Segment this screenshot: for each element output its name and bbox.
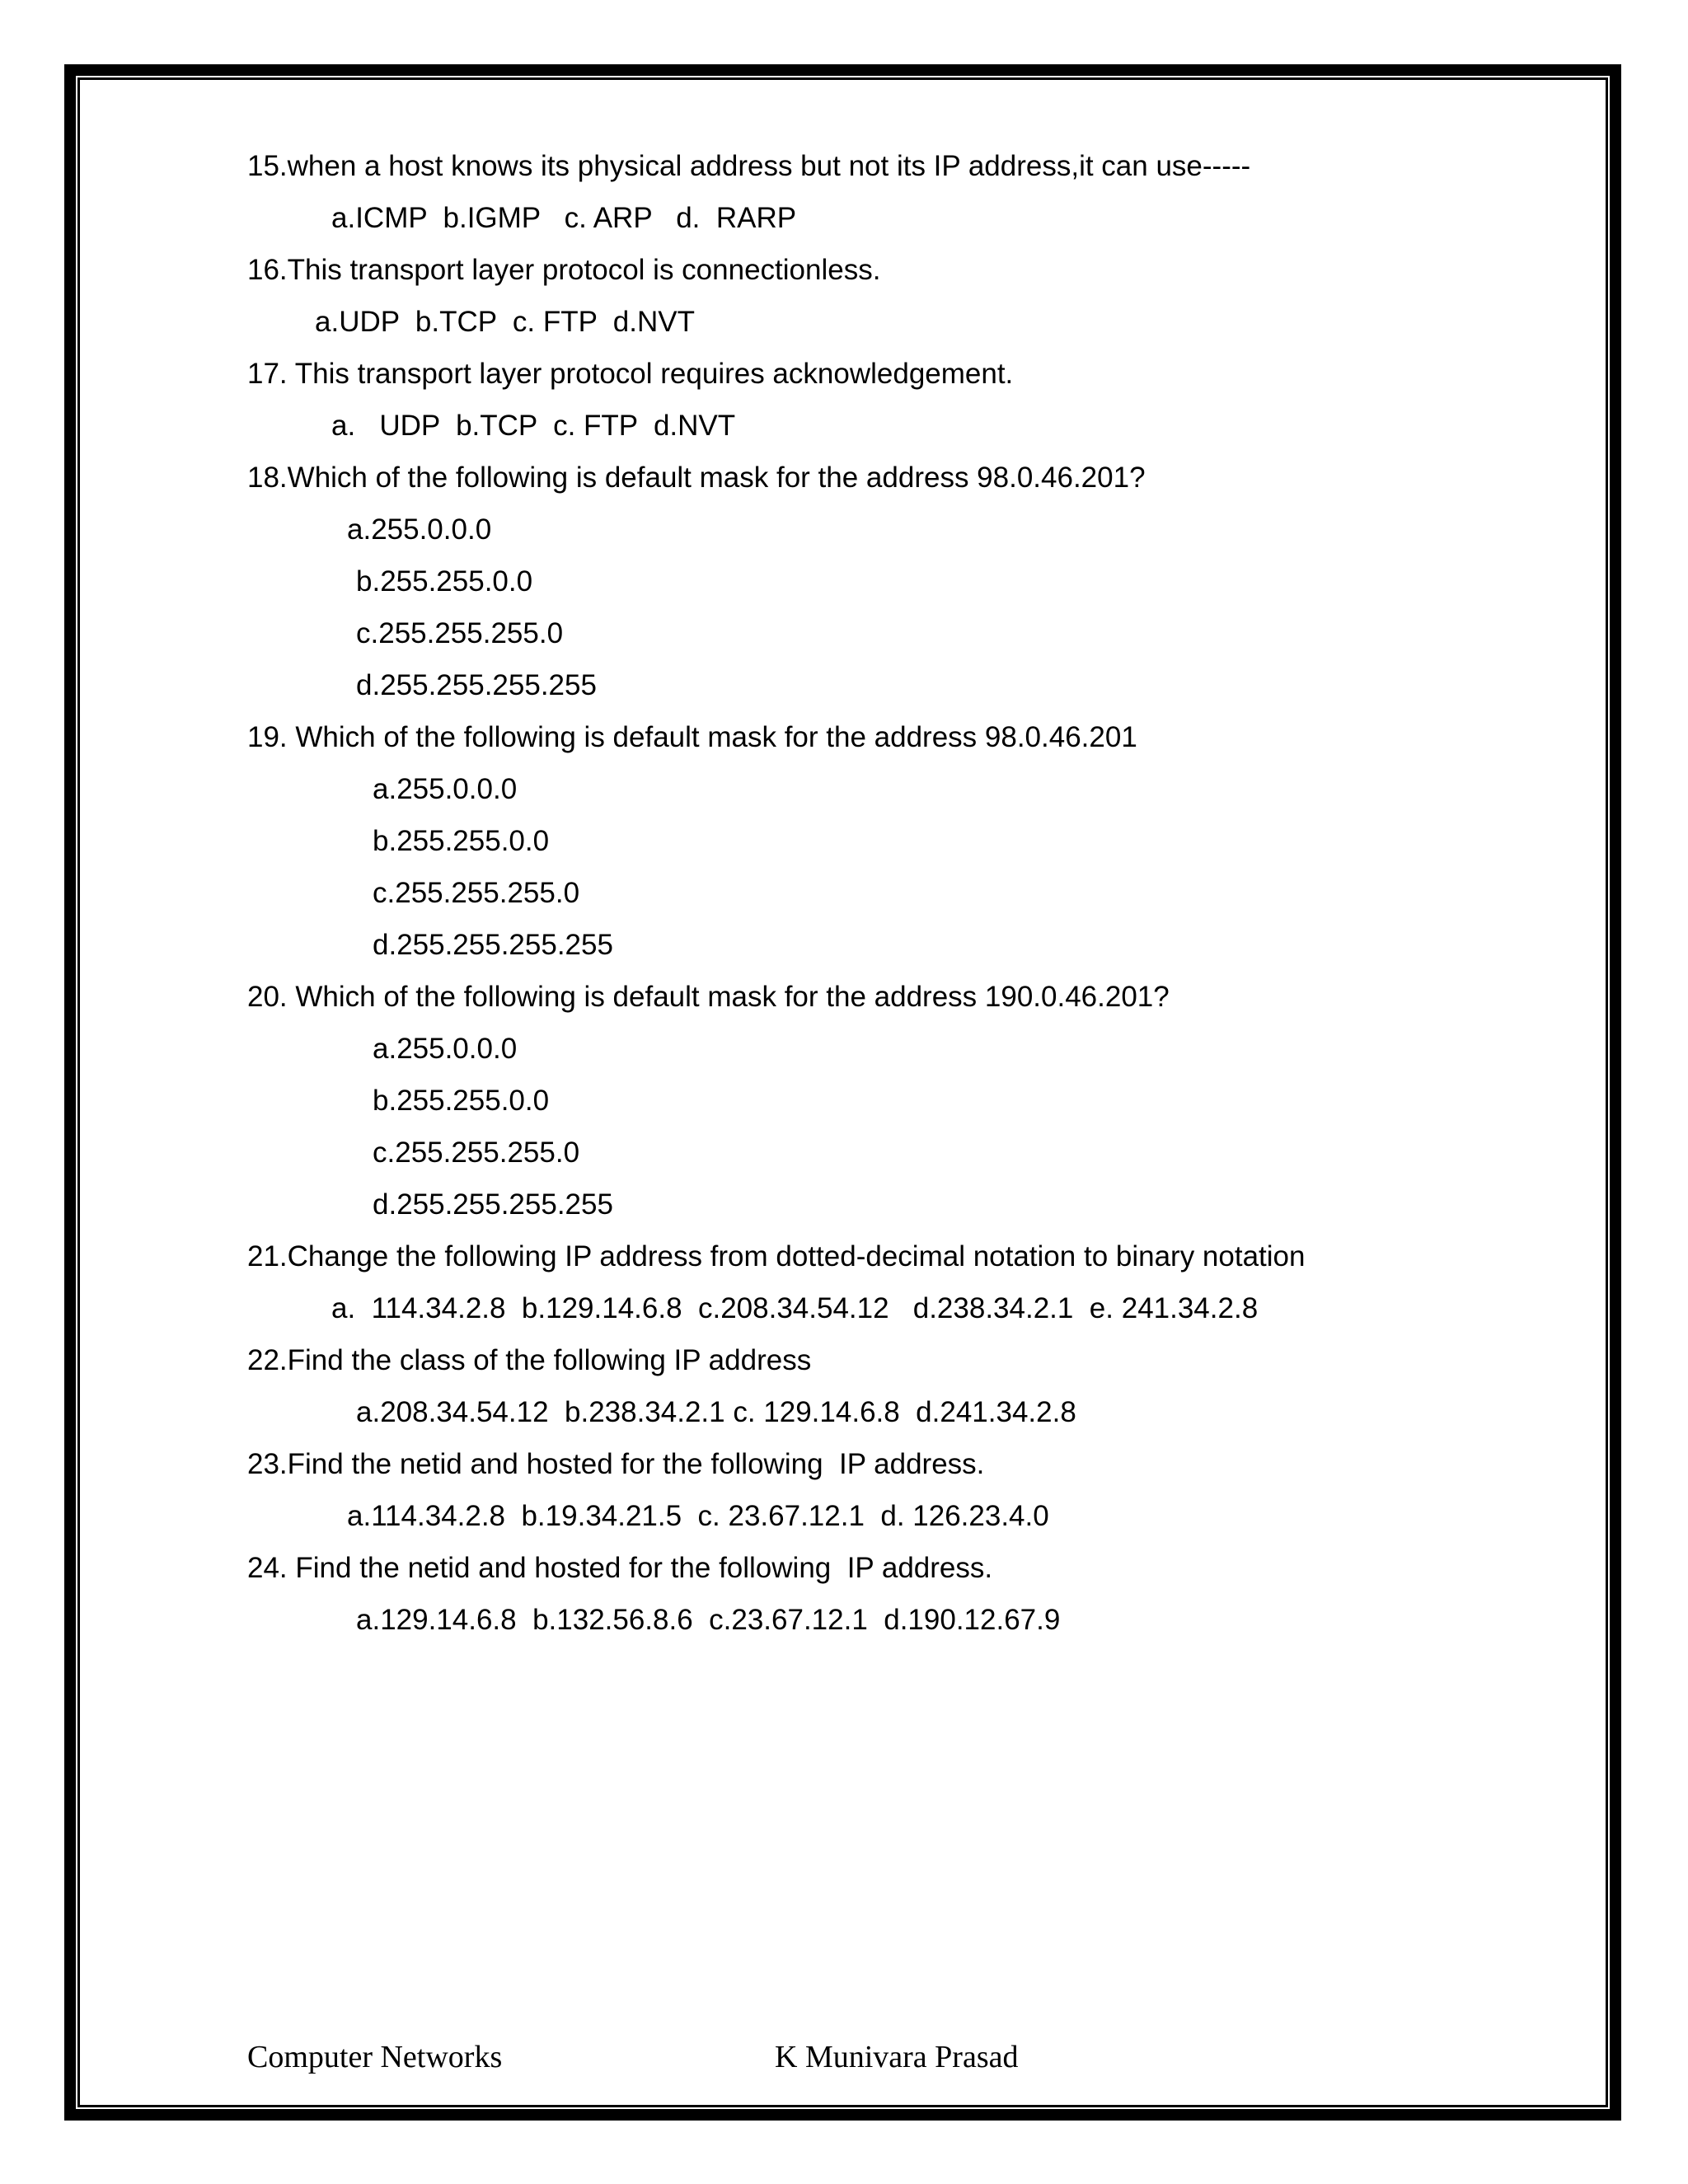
question-20: 20. Which of the following is default mask for the address 190.0.46.201? <box>247 981 1170 1013</box>
question-20-option-d: d.255.255.255.255 <box>373 1188 613 1221</box>
question-16-options: a.UDP b.TCP c. FTP d.NVT <box>315 306 695 338</box>
question-24-options: a.129.14.6.8 b.132.56.8.6 c.23.67.12.1 d.190.12.67.9 <box>356 1604 1061 1636</box>
question-24: 24. Find the netid and hosted for the following IP address. <box>247 1552 993 1584</box>
question-16: 16.This transport layer protocol is connectionless. <box>247 254 881 286</box>
question-22-options: a.208.34.54.12 b.238.34.2.1 c. 129.14.6.8 d.241.34.2.8 <box>356 1396 1076 1428</box>
question-23-options: a.114.34.2.8 b.19.34.21.5 c. 23.67.12.1 d. 126.23.4.0 <box>347 1500 1049 1532</box>
question-20-option-b: b.255.255.0.0 <box>373 1085 550 1117</box>
question-15-options: a.ICMP b.IGMP c. ARP d. RARP <box>331 202 797 234</box>
question-15: 15.when a host knows its physical address but not its IP address,it can use----- <box>247 150 1251 182</box>
question-18-option-b: b.255.255.0.0 <box>356 565 533 598</box>
question-19-option-a: a.255.0.0.0 <box>373 773 518 805</box>
question-20-option-a: a.255.0.0.0 <box>373 1033 518 1065</box>
question-18-option-c: c.255.255.255.0 <box>356 617 564 649</box>
question-21: 21.Change the following IP address from dotted-decimal notation to binary notation <box>247 1240 1306 1272</box>
question-18-option-a: a.255.0.0.0 <box>347 513 492 546</box>
question-21-options: a. 114.34.2.8 b.129.14.6.8 c.208.34.54.12 d.238.34.2.1 e. 241.34.2.8 <box>331 1292 1259 1324</box>
question-19-option-c: c.255.255.255.0 <box>373 877 580 909</box>
question-18: 18.Which of the following is default mask for the address 98.0.46.201? <box>247 462 1146 494</box>
footer-subject: Computer Networks <box>247 2040 503 2074</box>
question-22: 22.Find the class of the following IP address <box>247 1344 812 1376</box>
question-20-option-c: c.255.255.255.0 <box>373 1137 580 1169</box>
question-19-option-b: b.255.255.0.0 <box>373 825 550 857</box>
footer-author: K Munivara Prasad <box>775 2040 1019 2074</box>
question-17: 17. This transport layer protocol requires acknowledgement. <box>247 358 1014 390</box>
question-19-option-d: d.255.255.255.255 <box>373 929 613 961</box>
question-17-options: a. UDP b.TCP c. FTP d.NVT <box>331 410 736 442</box>
question-19: 19. Which of the following is default mask for the address 98.0.46.201 <box>247 721 1137 753</box>
question-23: 23.Find the netid and hosted for the following IP address. <box>247 1448 985 1480</box>
question-18-option-d: d.255.255.255.255 <box>356 669 597 701</box>
